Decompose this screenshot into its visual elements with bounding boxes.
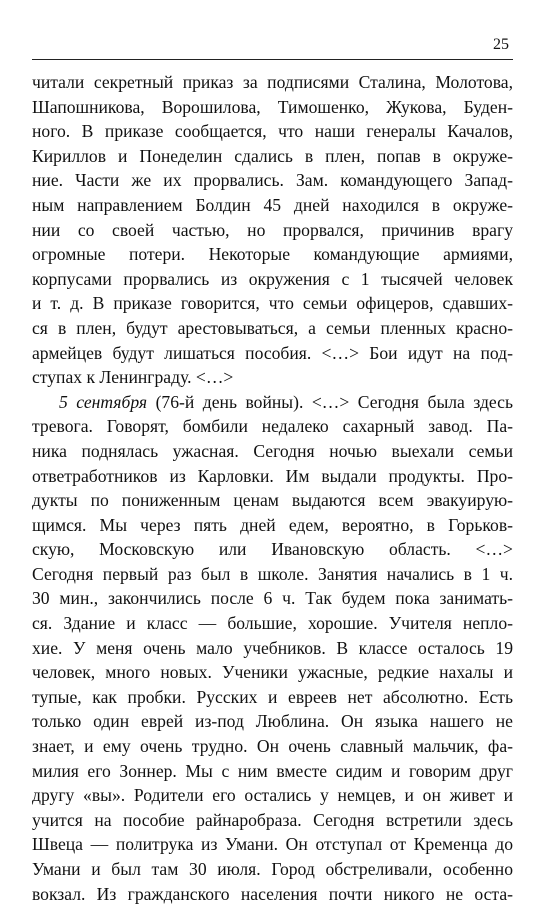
text-line: ся в плен, будут арестовываться, а семьи пленных красно-	[32, 317, 513, 338]
paragraph-1	[32, 70, 513, 390]
text-line: только один еврей из-под Люблина. Он языка нашего не	[32, 711, 513, 732]
text-line: ся. Здание и класс — большие, хорошие. Учителя непло-	[32, 613, 513, 634]
text-line: армейцев будут лишаться пособия. <…> Бои идут на под-	[32, 342, 513, 363]
text-line: и т. д. В приказе говорится, что семьи офицеров, сдавших-	[32, 293, 513, 314]
text-line-first	[32, 390, 513, 415]
body-text	[32, 70, 513, 906]
text-line: ние. Части же их прорвались. Зам. командующего Запад-	[32, 170, 513, 191]
text-line: ным направлением Болдин 45 дней находился в окруже-	[32, 194, 513, 215]
page-number: 25	[493, 36, 509, 53]
text-line: Умани и был там 30 июля. Город обстреливали, особенно	[32, 859, 513, 879]
text-line: ного. В приказе сообщается, что наши генералы Качалов,	[32, 121, 513, 142]
text-line: ответработников из Карловки. Им выдали продукты. Про-	[32, 465, 513, 486]
text-line: щимся. Мы через пять дней едем, вероятно, в Горьков-	[32, 514, 513, 535]
text-line: корпусами прорвались из окружения с 1 тысячей человек	[32, 268, 513, 289]
text-line: 30 мин., закончились после 6 ч. Так будем пока занимать-	[32, 588, 513, 609]
text-line: ступах к Ленинграду. <…>	[32, 367, 234, 388]
text-line: другу «вы». Родители его остались у немцев, и он живет и	[32, 785, 513, 806]
text-line: Сегодня первый раз был в школе. Занятия начались в 1 ч.	[32, 563, 513, 584]
text-line: Швеца — политрука из Умани. Он отступал от Кременца до	[32, 834, 513, 855]
text-line: вокзал. Из гражданского населения почти никого не оста-	[32, 883, 513, 904]
text-line: человек, много новых. Ученики ужасные, редкие нахалы и	[32, 662, 513, 683]
text-line: тревога. Говорят, бомбили недалеко сахарный завод. Па-	[32, 416, 513, 437]
text-line: дукты по пониженным ценам выдаются всем эвакуирую-	[32, 490, 513, 511]
text-line: огромные потери. Некоторые командующие армиями,	[32, 244, 513, 265]
entry-date: 5 сентября	[59, 391, 148, 412]
text-line: нии со своей частью, но прорвался, причинив врагу	[32, 219, 513, 240]
text-line: ника поднялась ужасная. Сегодня ночью выехали семьи	[32, 440, 513, 461]
header-rule	[32, 59, 513, 60]
text-line: скую, Московскую или Ивановскую область. <…>	[32, 539, 513, 560]
text-line: Кириллов и Понеделин сдались в плен, попав в окруже-	[32, 145, 513, 166]
entry-first-line-text: (76-й день войны). <…> Сегодня была здесь	[147, 391, 514, 412]
text-line: знает, и ему очень трудно. Он очень славный мальчик, фа-	[32, 736, 513, 757]
text-line: Шапошникова, Ворошилова, Тимошенко, Жукова, Буден-	[32, 96, 513, 117]
text-line: читали секретный приказ за подписями Сталина, Молотова,	[32, 72, 513, 92]
text-line: милия его Зоннер. Мы с ним вместе сидим и говорим друг	[32, 760, 513, 781]
text-line: учится на пособие райнаробраза. Сегодня встретили здесь	[32, 809, 513, 830]
text-line: тупые, как пробки. Русских и евреев нет абсолютно. Есть	[32, 686, 513, 707]
paragraph-2	[32, 390, 513, 906]
text-line: хие. У меня очень мало учебников. В классе осталось 19	[32, 637, 513, 658]
